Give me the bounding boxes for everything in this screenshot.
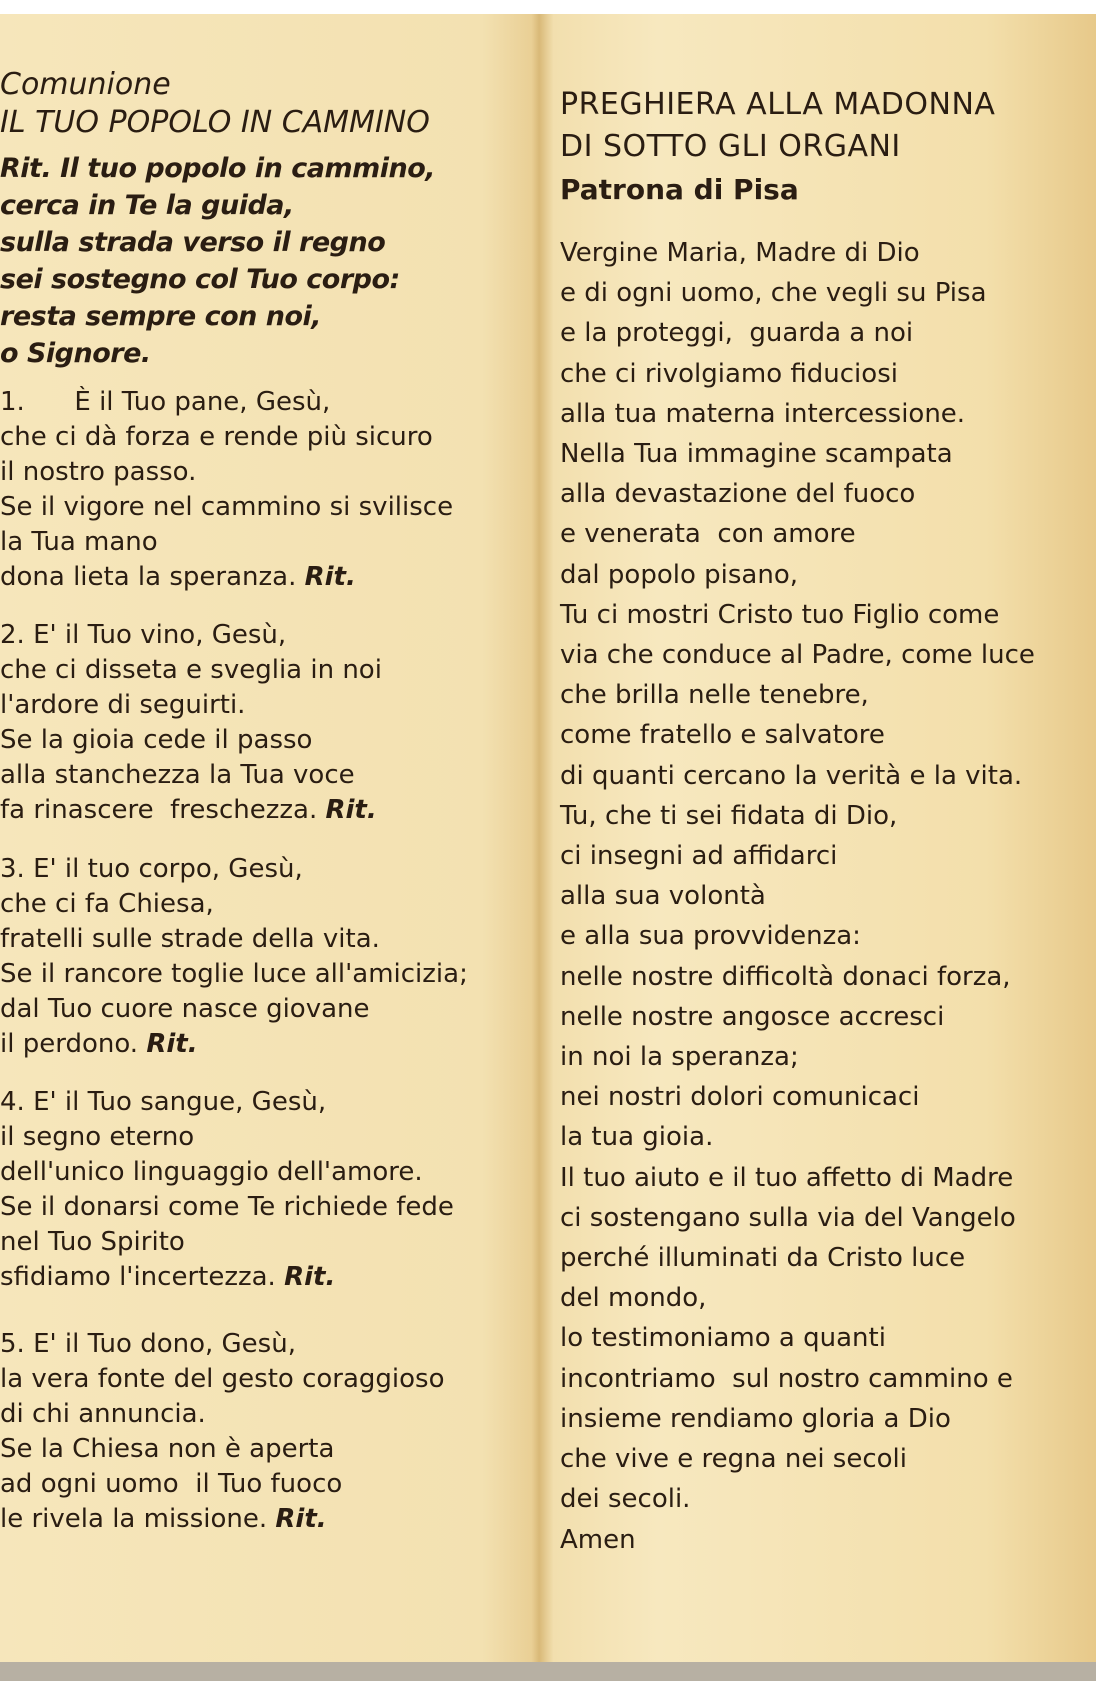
stanza-line: fratelli sulle strade della vita.: [0, 924, 380, 954]
prayer-line: e di ogni uomo, che vegli su Pisa: [560, 278, 987, 309]
stanza-line: Se il donarsi come Te richiede fede: [0, 1192, 454, 1222]
prayer-body: [560, 233, 1096, 1560]
refrain-line: sulla strada verso il regno: [0, 227, 386, 258]
rit-marker: Rit.: [284, 1262, 336, 1292]
stanza-line: sfidiamo l'incertezza.: [0, 1262, 276, 1292]
communion-heading: [0, 66, 535, 142]
prayer-line: Amen: [560, 1524, 636, 1555]
stanza-line: che ci fa Chiesa,: [0, 889, 214, 919]
stanza-line: che ci dà forza e rende più sicuro: [0, 422, 433, 452]
prayer-line: via che conduce al Padre, come luce: [560, 640, 1035, 671]
rit-marker: Rit.: [146, 1029, 198, 1059]
prayer-line: insieme rendiamo gloria a Dio: [560, 1403, 951, 1434]
stanza-line: il perdono.: [0, 1029, 139, 1059]
stanza-line: 5. E' il Tuo dono, Gesù,: [0, 1329, 296, 1359]
stanza-line: dell'unico linguaggio dell'amore.: [0, 1157, 423, 1187]
refrain: [0, 150, 535, 372]
prayer-line: che vive e regna nei secoli: [560, 1444, 908, 1475]
refrain-line: sei sostegno col Tuo corpo:: [0, 264, 400, 295]
prayer-line: alla tua materna intercessione.: [560, 398, 966, 429]
prayer-line: nei nostri dolori comunicaci: [560, 1082, 920, 1113]
stanza-4: [0, 1085, 535, 1295]
prayer-subtitle: Patrona di Pisa: [560, 173, 799, 206]
refrain-line: cerca in Te la guida,: [0, 190, 294, 221]
rit-marker: Rit.: [304, 562, 356, 592]
prayer-line: dei secoli.: [560, 1484, 691, 1515]
hymn-title: IL TUO POPOLO IN CAMMINO: [0, 105, 430, 140]
prayer-line: e venerata con amore: [560, 519, 856, 550]
prayer-line: lo testimoniamo a quanti: [560, 1323, 886, 1354]
stanza-line: di chi annuncia.: [0, 1399, 206, 1429]
prayer-line: Il tuo aiuto e il tuo affetto di Madre: [560, 1162, 1014, 1193]
stanza-line: 4. E' il Tuo sangue, Gesù,: [0, 1087, 327, 1117]
prayer-line: che ci rivolgiamo fiduciosi: [560, 358, 898, 389]
stanza-line: Se la gioia cede il passo: [0, 725, 313, 755]
prayer-line: la tua gioia.: [560, 1122, 714, 1153]
prayer-title-line: PREGHIERA ALLA MADONNA: [560, 87, 996, 122]
stanza-line: fa rinascere freschezza.: [0, 795, 318, 825]
stanza-line: nel Tuo Spirito: [0, 1227, 185, 1257]
stanza-line: Se la Chiesa non è aperta: [0, 1434, 335, 1464]
stanza-line: il segno eterno: [0, 1122, 195, 1152]
prayer-line: Vergine Maria, Madre di Dio: [560, 238, 920, 268]
prayer-line: e alla sua provvidenza:: [560, 921, 861, 952]
stanza-line: 3. E' il tuo corpo, Gesù,: [0, 854, 303, 884]
prayer-line: alla devastazione del fuoco: [560, 479, 916, 510]
rit-marker: Rit.: [275, 1504, 327, 1534]
stanza-line: Se il rancore toglie luce all'amicizia;: [0, 959, 468, 989]
prayer-line: di quanti cercano la verità e la vita.: [560, 760, 1023, 791]
stanza-3: [0, 852, 535, 1062]
prayer-line: nelle nostre angosce accresci: [560, 1001, 945, 1032]
rit-marker: Rit.: [325, 795, 377, 825]
stanza-line: alla stanchezza la Tua voce: [0, 760, 355, 790]
prayer-line: perché illuminati da Cristo luce: [560, 1243, 966, 1274]
prayer-line: come fratello e salvatore: [560, 720, 885, 751]
stanza-5: [0, 1327, 535, 1537]
stanza-line: ad ogni uomo il Tuo fuoco: [0, 1469, 343, 1499]
prayer-line: alla sua volontà: [560, 881, 766, 912]
stanza-line: 2. E' il Tuo vino, Gesù,: [0, 620, 287, 650]
refrain-line: Rit. Il tuo popolo in cammino,: [0, 153, 435, 184]
stanza-line: la vera fonte del gesto coraggioso: [0, 1364, 445, 1394]
refrain-line: o Signore.: [0, 338, 151, 369]
stanza-1: [0, 385, 535, 595]
stanza-line: 1. È il Tuo pane, Gesù,: [0, 387, 331, 417]
communion-label: Comunione: [0, 67, 171, 102]
prayer-line: dal popolo pisano,: [560, 559, 798, 590]
prayer-line: in noi la speranza;: [560, 1042, 799, 1073]
prayer-line: incontriamo sul nostro cammino e: [560, 1363, 1013, 1394]
prayer-line: ci insegni ad affidarci: [560, 841, 838, 872]
scan-top-edge: [0, 0, 1096, 14]
prayer-line: che brilla nelle tenebre,: [560, 680, 869, 711]
prayer-title-line: DI SOTTO GLI ORGANI: [560, 129, 901, 164]
prayer-line: e la proteggi, guarda a noi: [560, 318, 914, 349]
stanza-line: l'ardore di seguirti.: [0, 690, 246, 720]
stanza-line: Se il vigore nel cammino si svilisce: [0, 492, 454, 522]
stanza-line: le rivela la missione.: [0, 1504, 268, 1534]
refrain-line: resta sempre con noi,: [0, 301, 322, 332]
prayer-title: [560, 84, 1096, 168]
prayer-line: del mondo,: [560, 1283, 707, 1314]
stanza-line: che ci disseta e sveglia in noi: [0, 655, 382, 685]
stanza-line: dona lieta la speranza.: [0, 562, 297, 592]
prayer-line: Tu, che ti sei fidata di Dio,: [560, 800, 898, 831]
prayer-line: Nella Tua immagine scampata: [560, 439, 953, 470]
stanza-line: la Tua mano: [0, 527, 158, 557]
scan-bottom-edge: [0, 1662, 1096, 1681]
prayer-line: ci sostengano sulla via del Vangelo: [560, 1202, 1016, 1233]
stanza-line: il nostro passo.: [0, 457, 197, 487]
prayer-line: Tu ci mostri Cristo tuo Figlio come: [560, 599, 1000, 630]
prayer-line: nelle nostre difficoltà donaci forza,: [560, 961, 1011, 992]
stanza-line: dal Tuo cuore nasce giovane: [0, 994, 370, 1024]
stanza-2: [0, 618, 535, 828]
